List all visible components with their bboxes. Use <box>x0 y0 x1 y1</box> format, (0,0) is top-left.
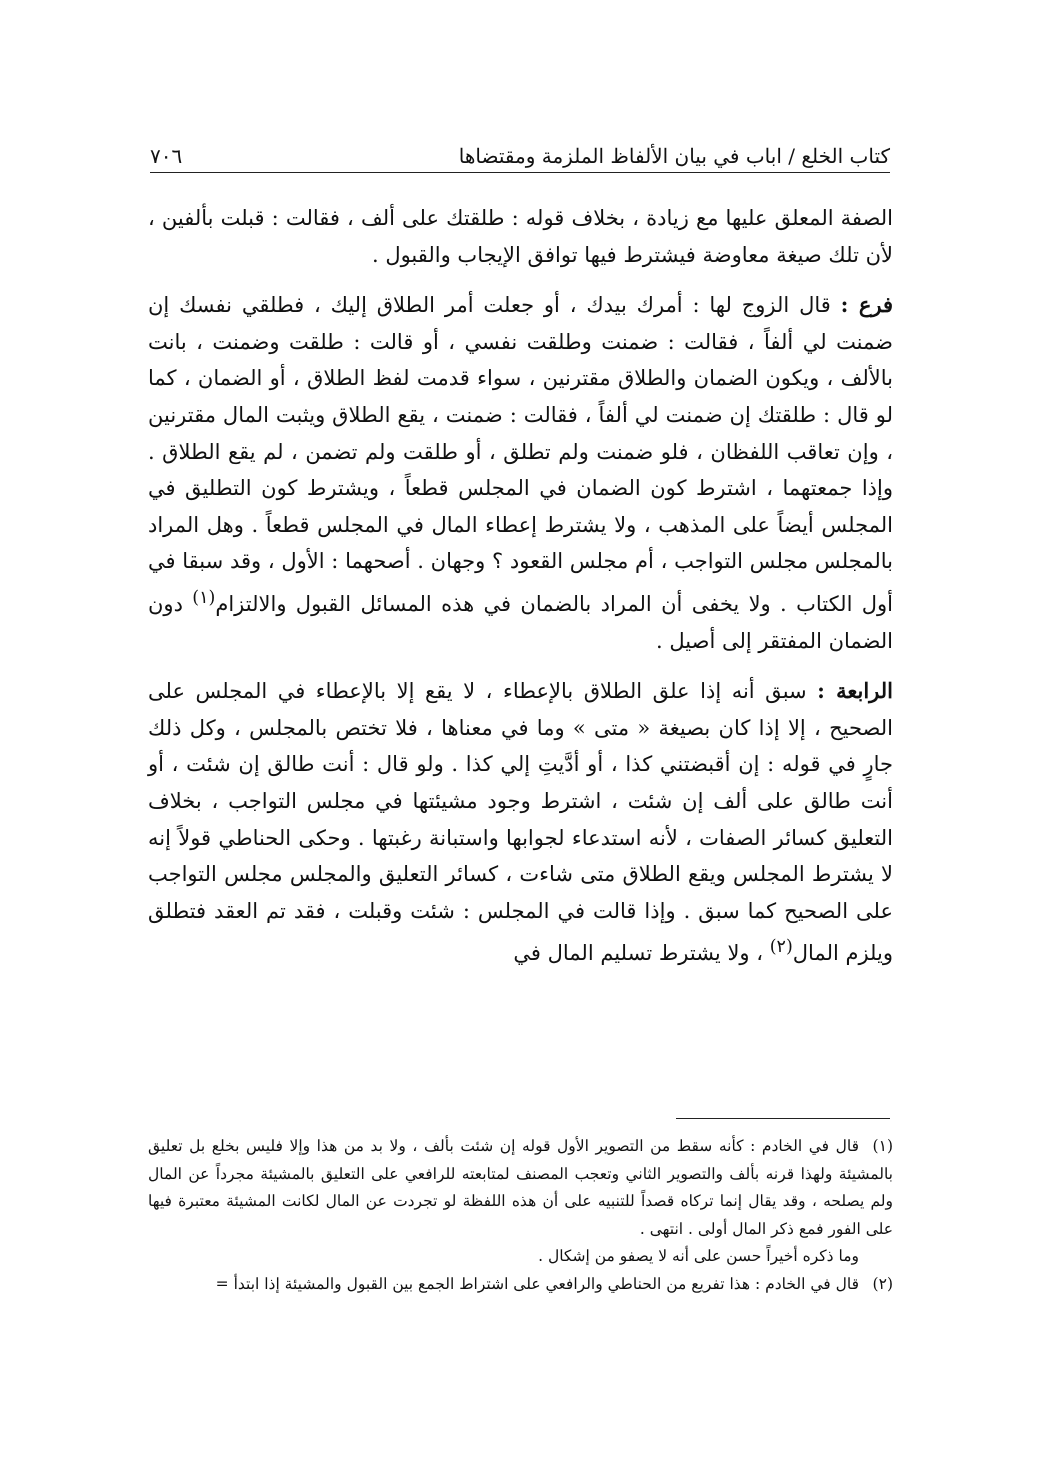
paragraph-rabia-end: ، ولا يشترط تسليم المال في <box>513 941 770 966</box>
footnote-2-number: (٢) <box>872 1274 893 1293</box>
footnote-1 <box>148 1133 893 1243</box>
footnote-1-text: قال في الخادم : كأنه سقط من التصوير الأول قوله إن شئت بألف ، ولا بد من هذا وإلا فليس بخلع بل تعليق بالمشيئة ولهذا قرنه بألف والتصوير الثاني وتعجب المصنف لمتابعته للرافعي على التعليق بالمشيئة مجرداً عن المال ولم يصلحه ، وقد يقال إنما تركاه قصداً للتنبيه على أن هذه اللفظة لو تجردت عن المال لكانت المشيئة معتبرة فيها على الفور فمع ذكر المال أولى . انتهى . <box>148 1137 893 1238</box>
paragraph-far-heading: فرع : <box>840 292 893 318</box>
footnote-2-text: قال في الخادم : هذا تفريع من الحناطي والرافعي على اشتراط الجمع بين القبول والمشيئة إذا ابتدأ = <box>215 1274 859 1293</box>
header-title: كتاب الخلع / اباب في بيان الألفاظ الملزمة ومقتضاها <box>458 144 890 168</box>
paragraph-rabia <box>148 673 893 972</box>
footnote-1-continuation: وما ذكره أخيراً حسن على أنه لا يصفو من إشكال . <box>538 1247 859 1266</box>
footnote-ref-1[interactable]: (١) <box>192 587 216 608</box>
paragraph-far-text: قال الزوج لها : أمرك بيدك ، أو جعلت أمر الطلاق إليك ، فطلقي نفسك إن ضمنت لي ألفاً ، فقالت : ضمنت وطلقت نفسي ، أو قالت : طلقت وضمنت ، بانت بالألف ، ويكون الضمان والطلاق مقترنين ، سواء قدمت لفظ الطلاق ، أو الضمان ، كما لو قال : طلقتك إن ضمنت لي ألفاً ، فقالت : ضمنت ، يقع الطلاق ويثبت المال مقترنين ، وإن تعاقب اللفظان ، فلو ضمنت ولم تطلق ، أو طلقت ولم تضمن ، لم يقع الطلاق . وإذا جمعتهما ، اشترط كون الضمان في المجلس قطعاً ، ويشترط كون التطليق في المجلس أيضاً على المذهب ، ولا يشترط إعطاء المال في المجلس قطعاً . وهل المراد بالمجلس مجلس التواجب ، أم مجلس القعود ؟ وجهان . أصحهما : الأول ، وقد سبقا في أول الكتاب . ولا يخفى أن المراد بالضمان في هذه المسائل القبول والالتزام <box>148 293 894 616</box>
paragraph-1-text: الصفة المعلق عليها مع زيادة ، بخلاف قوله : طلقتك على ألف ، فقالت : قبلت بألفين ، لأن تلك صيغة معاوضة فيشترط فيها توافق الإيجاب والقبول . <box>148 206 893 267</box>
paragraph-far-end: دون الضمان المفتقر إلى أصيل . <box>148 591 893 653</box>
paragraph-rabia-heading: الرابعة : <box>817 678 893 704</box>
footnotes <box>148 1133 893 1299</box>
running-header <box>150 128 890 173</box>
footnote-divider <box>676 1118 890 1119</box>
footnote-1-number: (١) <box>872 1137 893 1155</box>
paragraph-rabia-text: سبق أنه إذا علق الطلاق بالإعطاء ، لا يقع إلا بالإعطاء في المجلس على الصحيح ، إلا إذا كان بصيغة « متى » وما في معناها ، فلا تختص بالمجلس ، وكل ذلك جارٍ في قوله : إن أقبضتني كذا ، أو أدَّيتِ إلي كذا . ولو قال : أنت طالق إن شئت ، أو أنت طالق على ألف إن شئت ، اشترط وجود مشيئتها في مجلس التواجب ، بخلاف التعليق كسائر الصفات ، لأنه استدعاء لجوابها واستبانة رغبتها . وحكى الحناطي قولاً إنه لا يشترط المجلس ويقع الطلاق متى شاءت ، كسائر التعليق والمجلس مجلس التواجب على الصحيح كما سبق . وإذا قالت في المجلس : شئت وقبلت ، فقد تم العقد فتطلق ويلزم المال <box>148 679 893 966</box>
footnote-2 <box>148 1271 893 1299</box>
main-text <box>148 200 893 986</box>
paragraph-1 <box>148 200 893 273</box>
page-number: ٧٠٦ <box>150 144 183 168</box>
paragraph-far <box>148 287 893 659</box>
footnote-ref-2[interactable]: (٢) <box>769 937 793 958</box>
